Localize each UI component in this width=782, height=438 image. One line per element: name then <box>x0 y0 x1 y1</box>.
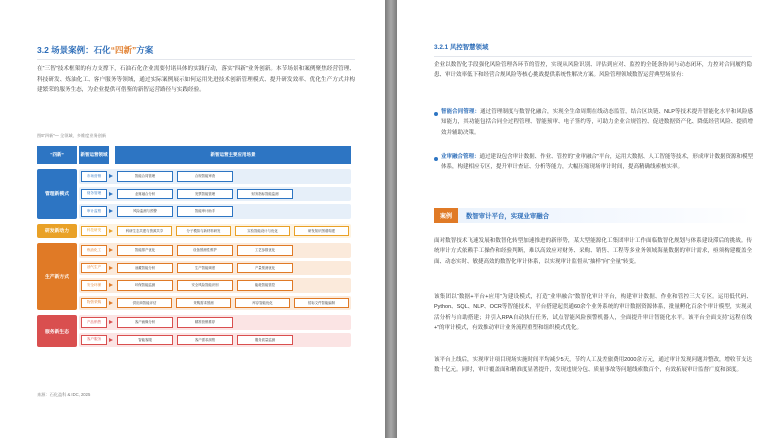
scenario-cell: 智能审计助手 <box>177 206 233 217</box>
scenario-cell: 设备预测性维护 <box>177 245 233 256</box>
figure-caption: 图5“四新”— 全领域、多维度业务创新 <box>37 133 107 138</box>
scenario-cell: 客户画像分析 <box>117 317 173 328</box>
right-page <box>397 0 782 438</box>
scenario-cell: 安全风险智能识别 <box>177 280 233 291</box>
scenario-cell: 工艺参数优化 <box>237 245 293 256</box>
subsection-title: 3.2.1 风控智慧领域 <box>434 44 489 51</box>
domain-box: 物资采购 <box>81 298 107 309</box>
case-paragraph-1: 面对数智技术飞速发展和数智化转型加速推进的新形势，某大型能源化工集团审计工作面临数智化规划与体系建设滞后的挑战。传统审计方式依赖手工操作和经验判断，难以高效应对财务、采购、销售、工程等多业务领域海量数据的审计需求，亟须构建覆盖全面、动态实时、敏捷高效的数智化审计体系，以实现审计监督从“抽样”向“全量”转变。 <box>434 238 752 265</box>
mode-box: 管理新模式 <box>37 169 77 219</box>
scenario-cell: 精准营销推荐 <box>177 317 233 328</box>
scenario-cell: 科研生态共建与资源共享 <box>117 226 172 237</box>
arrow-icon <box>109 229 113 233</box>
figure-source: 来源：石化盈科 & IDC, 2025 <box>37 392 91 397</box>
scenario-cell: 客户需求洞察 <box>177 335 233 346</box>
scenario-cell: 实验智能设计与优化 <box>235 226 290 237</box>
subsection-divider <box>434 56 752 57</box>
domain-box: 安全环保 <box>81 280 107 291</box>
scenario-cell: 环保智能监测 <box>117 280 173 291</box>
arrow-icon <box>109 192 113 196</box>
bullet-dot-icon <box>434 112 438 116</box>
scenario-cell: 研发知识图谱构建 <box>294 226 349 237</box>
header-domain: 新智运营领域 <box>79 146 109 164</box>
arrow-icon <box>109 301 113 305</box>
domain-box: 科技研发 <box>81 226 107 237</box>
four-new-figure <box>37 146 351 382</box>
section-title: 3.2 场景案例：石化“四新”方案 <box>37 45 154 55</box>
left-page <box>0 0 385 438</box>
arrow-icon <box>109 338 113 342</box>
scenario-cell: 分子模拟与新材料研发 <box>176 226 231 237</box>
domain-box: 产品销售 <box>81 317 107 328</box>
case-paragraph-2: 该集团以“数据+平台+应用”为建设模式，打造“业审融合”数智化审计平台，构建审计数据、作业和管控三大专区。运用低代码、Python、SQL、NLP、OCR等智能技术，平台搭建起贯通60余个业务系统的审计数据资源体系，批量孵化百余个审计模型，实现灵活分析与自助搭建；并引入RPA自动执行任务，试点智能风险预警机器人，全面提升审计智能化水平。该平台全面支持“远程在线+”的审计模式，有效推动审计业务流程重塑和组织模式优化。 <box>434 294 752 332</box>
scenario-cell: 供应商智能评估 <box>117 298 172 309</box>
section-intro-paragraph: 在“三智”技术框架的有力支撑下，石油石化企业需要付诸具体的实践行动，落实“四新”业务创新。本节场景和案例聚焦经营管理、科技研发、炼油化工、客户服务等领域，通过实际案例展示如何运用先进技术创新管理模式、提升研发效率、优化生产方式并构建繁荣的服务生态，为企业提供可借鉴的新智运营路径与实践经验。 <box>37 66 355 94</box>
domain-box: 市场营销 <box>81 171 107 182</box>
scenario-cell: 产量预测优化 <box>237 263 293 274</box>
arrow-icon <box>109 283 113 287</box>
bullet-dot-icon <box>434 157 438 161</box>
scenario-cell: 能耗智能管控 <box>237 280 293 291</box>
scenario-cell: 生产智能调度 <box>177 263 233 274</box>
header-four-new: “四新” <box>37 146 77 164</box>
book-gutter <box>385 0 397 438</box>
domain-box: 财务管理 <box>81 189 107 200</box>
scenario-cell: 智能合同管理 <box>117 171 173 182</box>
section-title-highlight: “四新” <box>110 45 137 55</box>
scenario-cell: 智能排产优化 <box>117 245 173 256</box>
domain-box: 油气生产 <box>81 263 107 274</box>
case-banner <box>434 208 752 223</box>
header-scenarios: 新智运营主要应用场景 <box>115 146 351 164</box>
mode-box: 研发新动力 <box>37 224 77 239</box>
scenario-cell: 采购需求预测 <box>176 298 231 309</box>
scenario-cell: 智能客服 <box>117 335 173 346</box>
scenario-cell: 风险监测与预警 <box>117 206 173 217</box>
bullet-audit-integration: 业审融合管理：通过建设包含审计数据、作业、管控的“业审融合”平台，运用大数据、人工智能等技术，形成审计数据资源和模型体系，构建相应专区，提升审计查证、分析等能力，大幅压缩现场审计时间，提高精确线索核实率。 <box>441 154 753 171</box>
scenario-cell: 招标文件智能编制 <box>294 298 349 309</box>
arrow-icon <box>109 248 113 252</box>
scenario-cell: 库存智能优化 <box>235 298 290 309</box>
section-divider <box>37 59 355 60</box>
arrow-icon <box>109 174 113 178</box>
arrow-icon <box>109 266 113 270</box>
case-paragraph-3: 该平台上线后，实现审计项目现场实施时间平均减少5天，节约人工及差旅费用2000余万元，通过审计发现问题并整改，增收节支达数十亿元。同时，审计覆盖面和精准度显著提升，发现违规分包、质量事故等问题线索数百个，有效拓展审计监督广度和深度。 <box>434 357 752 374</box>
scenario-cell: 财务指标智能监测 <box>237 189 293 200</box>
case-title: 数智审计平台，实现业审融合 <box>466 213 550 220</box>
mode-box: 生产新方式 <box>37 243 77 310</box>
mode-box: 服务新生态 <box>37 315 77 347</box>
scenario-cell: 服务质量监测 <box>237 335 293 346</box>
domain-box: 审计监察 <box>81 206 107 217</box>
scenario-cell: 业财融合分析 <box>117 189 173 200</box>
arrow-icon <box>109 209 113 213</box>
arrow-icon <box>109 320 113 324</box>
scenario-cell: 合规智能审查 <box>177 171 233 182</box>
scenario-cell: 油藏智能分析 <box>117 263 173 274</box>
bullet-smart-contract: 智能合同管理：通过管理制度与数智化融合，实现全生命周期在线动态监管，结合区块链、NLP等技术提升智能化水平和风险感知能力，其功能包括合同全过程管理、智能预审、电子签约等，可助力企业合规管控、促进数据资产化、降低经营风险、提质增效并辅助决策。 <box>441 109 753 136</box>
subsection-intro: 企业以数智化手段强化风险管理各环节的管控，实现从风险识别、评估到应对、监控的全链条协同与动态闭环，力控对合同履约隐患、审计效率低下和经营合规风险等核心挑战提供系统性解决方案。风险管理领域数智运营典型场景有： <box>434 62 752 79</box>
domain-box: 客户服务 <box>81 335 107 346</box>
scenario-cell: 发票智能管理 <box>177 189 233 200</box>
domain-box: 炼油化工 <box>81 245 107 256</box>
case-tag: 案例 <box>434 208 458 223</box>
